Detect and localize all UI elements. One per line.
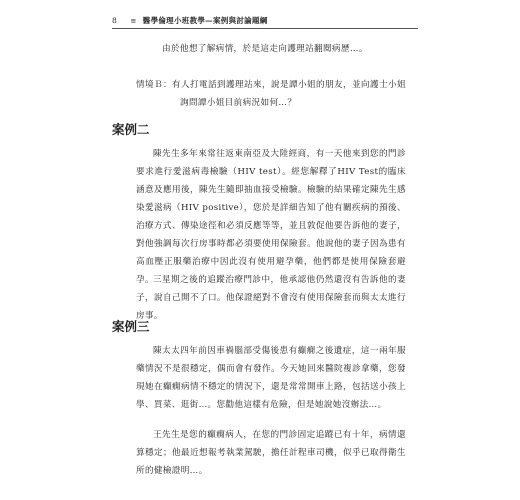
case-three-paragraph-2: 王先生是您的癲癇病人，在您的門診固定追蹤已有十年，病情還算穩定；他最近想報考執業駕駛，擔任計程車司機，似乎已取得衛生所的健檢證明…。 xyxy=(136,430,406,476)
case-two-heading: 案例二 xyxy=(112,122,150,137)
running-header xyxy=(112,14,418,29)
book-title: 醫學倫理小班教學—案例與討論題綱 xyxy=(142,16,268,25)
case-three-heading: 案例三 xyxy=(112,319,150,334)
case-three-paragraph-1: 陳太太四年前因車禍腦部受傷後患有癲癇之後遺症，這一兩年服藥情況不是很穩定，偶而會有發作。今天她回來醫院複診拿藥，您發現她在癲癇病情不穩定的情況下，還是常常開車上路，包括送小孩上學、買菜、逛街…。您勸他這樣有危險，但是她說她沒辦法…。 xyxy=(136,346,406,410)
case-two-paragraph-1: 陳先生多年來常往返東南亞及大陸經商，有一天他來到您的門診要求進行愛滋病毒檢驗（HIV test）。經您解釋了HIV Test的臨床涵意及應用後，陳先生隨即抽血接受檢驗。檢驗的結果確定陳先生感染愛滋病（HIV positive），您於是詳細告知了他有關疾病的預後、治療方式、傳染途徑和必須反應等等，並且敦促他要告訴他的妻子，對他強調每次行房事時都必須要使用保險套。他說他的妻子因為患有高血壓正服藥治療中因此沒有使用避孕藥，他們都是使用保險套避孕。 xyxy=(136,149,406,285)
page-number: 8 xyxy=(112,16,117,25)
scenario-a-continuation: 由於他想了解病情，於是這走向護理站翻閱病歷…。 xyxy=(162,44,368,54)
header-separator-icon: ≡ xyxy=(130,17,137,25)
book-page xyxy=(112,14,418,486)
scenario-b-text: 情境Ｂ：有人打電話到護理站來，說是譚小姐的朋友，並向護士小姐詢問譚小姐目前病況如何…？ xyxy=(136,80,406,108)
case-two-paragraph-2: 三星期之後的追蹤治療門診中，他承認他仍然還沒有告訴他的妻子，說自己開不了口。他保證絕對不會沒有使用保險套而與太太進行房事。 xyxy=(136,275,406,321)
